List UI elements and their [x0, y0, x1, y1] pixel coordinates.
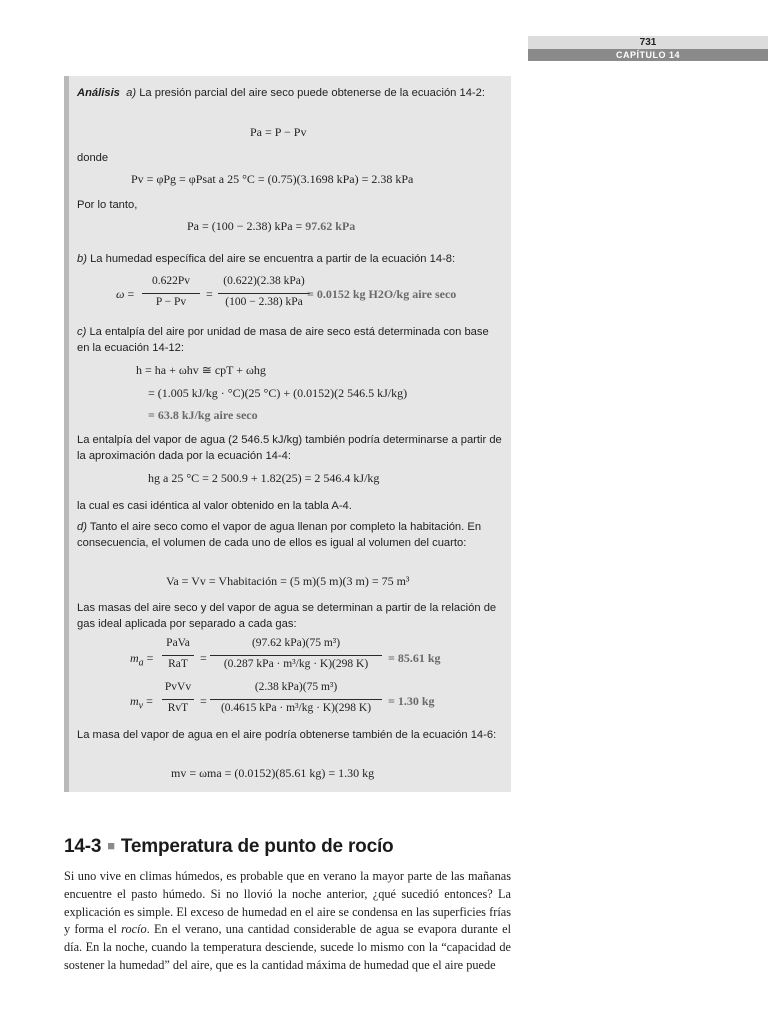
mv-denominator-1: RvT — [167, 702, 189, 714]
mv-equals: = — [200, 694, 207, 708]
equation-h-1: h = ha + ωhv ≅ cpT + ωhg — [136, 363, 266, 377]
donde-text: donde — [77, 152, 109, 164]
chapter-label: CAPÍTULO 14 — [528, 49, 768, 61]
section-body-part-2: . En el verano, una cantidad considerable de agua se evapora durante el día. En la noche, cuando la temperatura desciende, sucede lo mismo con la “capacidad de sostener la humedad” del aire, que es la cantidad máxima de humedad que el aire puede — [64, 922, 511, 972]
omega-result: = 0.0152 kg H2O/kg aire seco — [307, 287, 457, 301]
mv-result: = 1.30 kg — [388, 694, 435, 708]
equation-pv: Pv = φPg = φPsat a 25 °C = (0.75)(3.1698 kPa) = 2.38 kPa — [131, 172, 414, 186]
section-number: 14-3 — [64, 836, 102, 857]
ma-symbol: $m_a$ = — [130, 651, 154, 669]
section-heading — [64, 836, 524, 858]
equation-h-2: = (1.005 kJ/kg · °C)(25 °C) + (0.0152)(2 546.5 kJ/kg) — [148, 386, 408, 400]
mv-fraction-line-2 — [210, 699, 382, 700]
por-lo-tanto-text: Por lo tanto, — [77, 199, 138, 211]
ma-fraction-line-1 — [162, 655, 194, 656]
ma-fraction-line-2 — [210, 655, 382, 656]
part-b-paragraph — [77, 252, 503, 268]
section-title: Temperatura de punto de rocío — [120, 836, 394, 857]
part-c-text: La entalpía del aire por unidad de masa de aire seco está determinada con base en la ecuación 14-12: — [77, 326, 489, 354]
part-b-label: b) — [77, 253, 87, 265]
mv-denominator-2: (0.4615 kPa · m³/kg · K)(298 K) — [220, 702, 372, 714]
section-body — [64, 868, 511, 975]
equation-pa: Pa = P − Pv — [250, 125, 307, 139]
ma-numerator-2: (97.62 kPa)(75 m³) — [251, 637, 341, 649]
analysis-a-paragraph — [77, 86, 503, 102]
ma-result: = 85.61 kg — [388, 651, 441, 665]
part-c-text-3: la cual es casi idéntica al valor obtenido en la tabla A-4. — [77, 500, 352, 512]
omega-equals: = — [206, 287, 213, 301]
ma-denominator-1: RaT — [168, 658, 188, 670]
equation-volume: Va = Vv = Vhabitación = (5 m)(5 m)(3 m) = 75 m³ — [166, 574, 410, 588]
part-a-text: La presión parcial del aire seco puede obtenerse de la ecuación 14-2: — [139, 87, 485, 99]
page-number: 731 — [528, 36, 768, 49]
ma-equals: = — [200, 651, 207, 665]
part-b-text: La humedad específica del aire se encuentra a partir de la ecuación 14-8: — [90, 253, 456, 265]
part-a-label: a) — [126, 87, 137, 99]
equation-pa-result: 97.62 kPa — [305, 219, 356, 233]
omega-denominator-1: P − Pv — [155, 296, 187, 308]
omega-symbol: ω = — [116, 287, 135, 301]
section-body-part-1: Si uno vive en climas húmedos, es probable que en verano la mayor parte de las mañanas encuentre el pasto húmedo. Si no llovió la noche anterior, ¿qué sucedió entonces? La explicación es simple. El exceso de humedad en el aire se condensa en las superficies frías y forma el — [64, 869, 511, 937]
mv-numerator-1: PvVv — [164, 681, 192, 693]
part-d-text-3: La masa del vapor de agua en el aire podría obtenerse también de la ecuación 14-6: — [77, 729, 497, 741]
ma-numerator-1: PaVa — [166, 637, 190, 649]
part-d-text-2: Las masas del aire seco y del vapor de agua se determinan a partir de la relación de gas ideal aplicada por separado a cada gas: — [77, 602, 497, 630]
analysis-heading: Análisis — [77, 87, 120, 99]
part-c-paragraph — [77, 325, 503, 356]
omega-denominator-2: (100 − 2.38) kPa — [225, 296, 303, 308]
part-d-text: Tanto el aire seco como el vapor de agua llenan por completo la habitación. En consecuencia, el volumen de cada uno de ellos es igual al volumen del cuarto: — [77, 521, 482, 549]
section-body-term: rocío — [121, 922, 147, 937]
equation-pa-value — [187, 219, 355, 234]
omega-fraction-line-2 — [218, 293, 310, 294]
equation-mv: mv = ωma = (0.0152)(85.61 kg) = 1.30 kg — [171, 766, 375, 780]
omega-fraction-line-1 — [142, 293, 200, 294]
mv-fraction-line-1 — [162, 699, 194, 700]
ma-denominator-2: (0.287 kPa · m³/kg · K)(298 K) — [223, 658, 369, 670]
equation-hg: hg a 25 °C = 2 500.9 + 1.82(25) = 2 546.4 kJ/kg — [148, 471, 380, 485]
omega-numerator-2: (0.622)(2.38 kPa) — [223, 275, 305, 287]
omega-numerator-1: 0.622Pv — [151, 275, 191, 287]
section-bullet-icon: ■ — [107, 838, 115, 853]
part-c-label: c) — [77, 326, 87, 338]
page-header — [528, 36, 768, 64]
part-d-label: d) — [77, 521, 87, 533]
example-box-rule — [64, 76, 69, 792]
mv-symbol: $m_v$ = — [130, 694, 153, 712]
mv-numerator-2: (2.38 kPa)(75 m³) — [254, 681, 338, 693]
equation-h-3: = 63.8 kJ/kg aire seco — [148, 408, 258, 422]
part-c-text-2: La entalpía del vapor de agua (2 546.5 kJ/kg) también podría determinarse a partir de la aproximación dada por la ecuación 14-4: — [77, 434, 502, 462]
equation-pa-value-text: Pa = (100 − 2.38) kPa = — [187, 219, 306, 233]
part-d-paragraph — [77, 520, 503, 551]
